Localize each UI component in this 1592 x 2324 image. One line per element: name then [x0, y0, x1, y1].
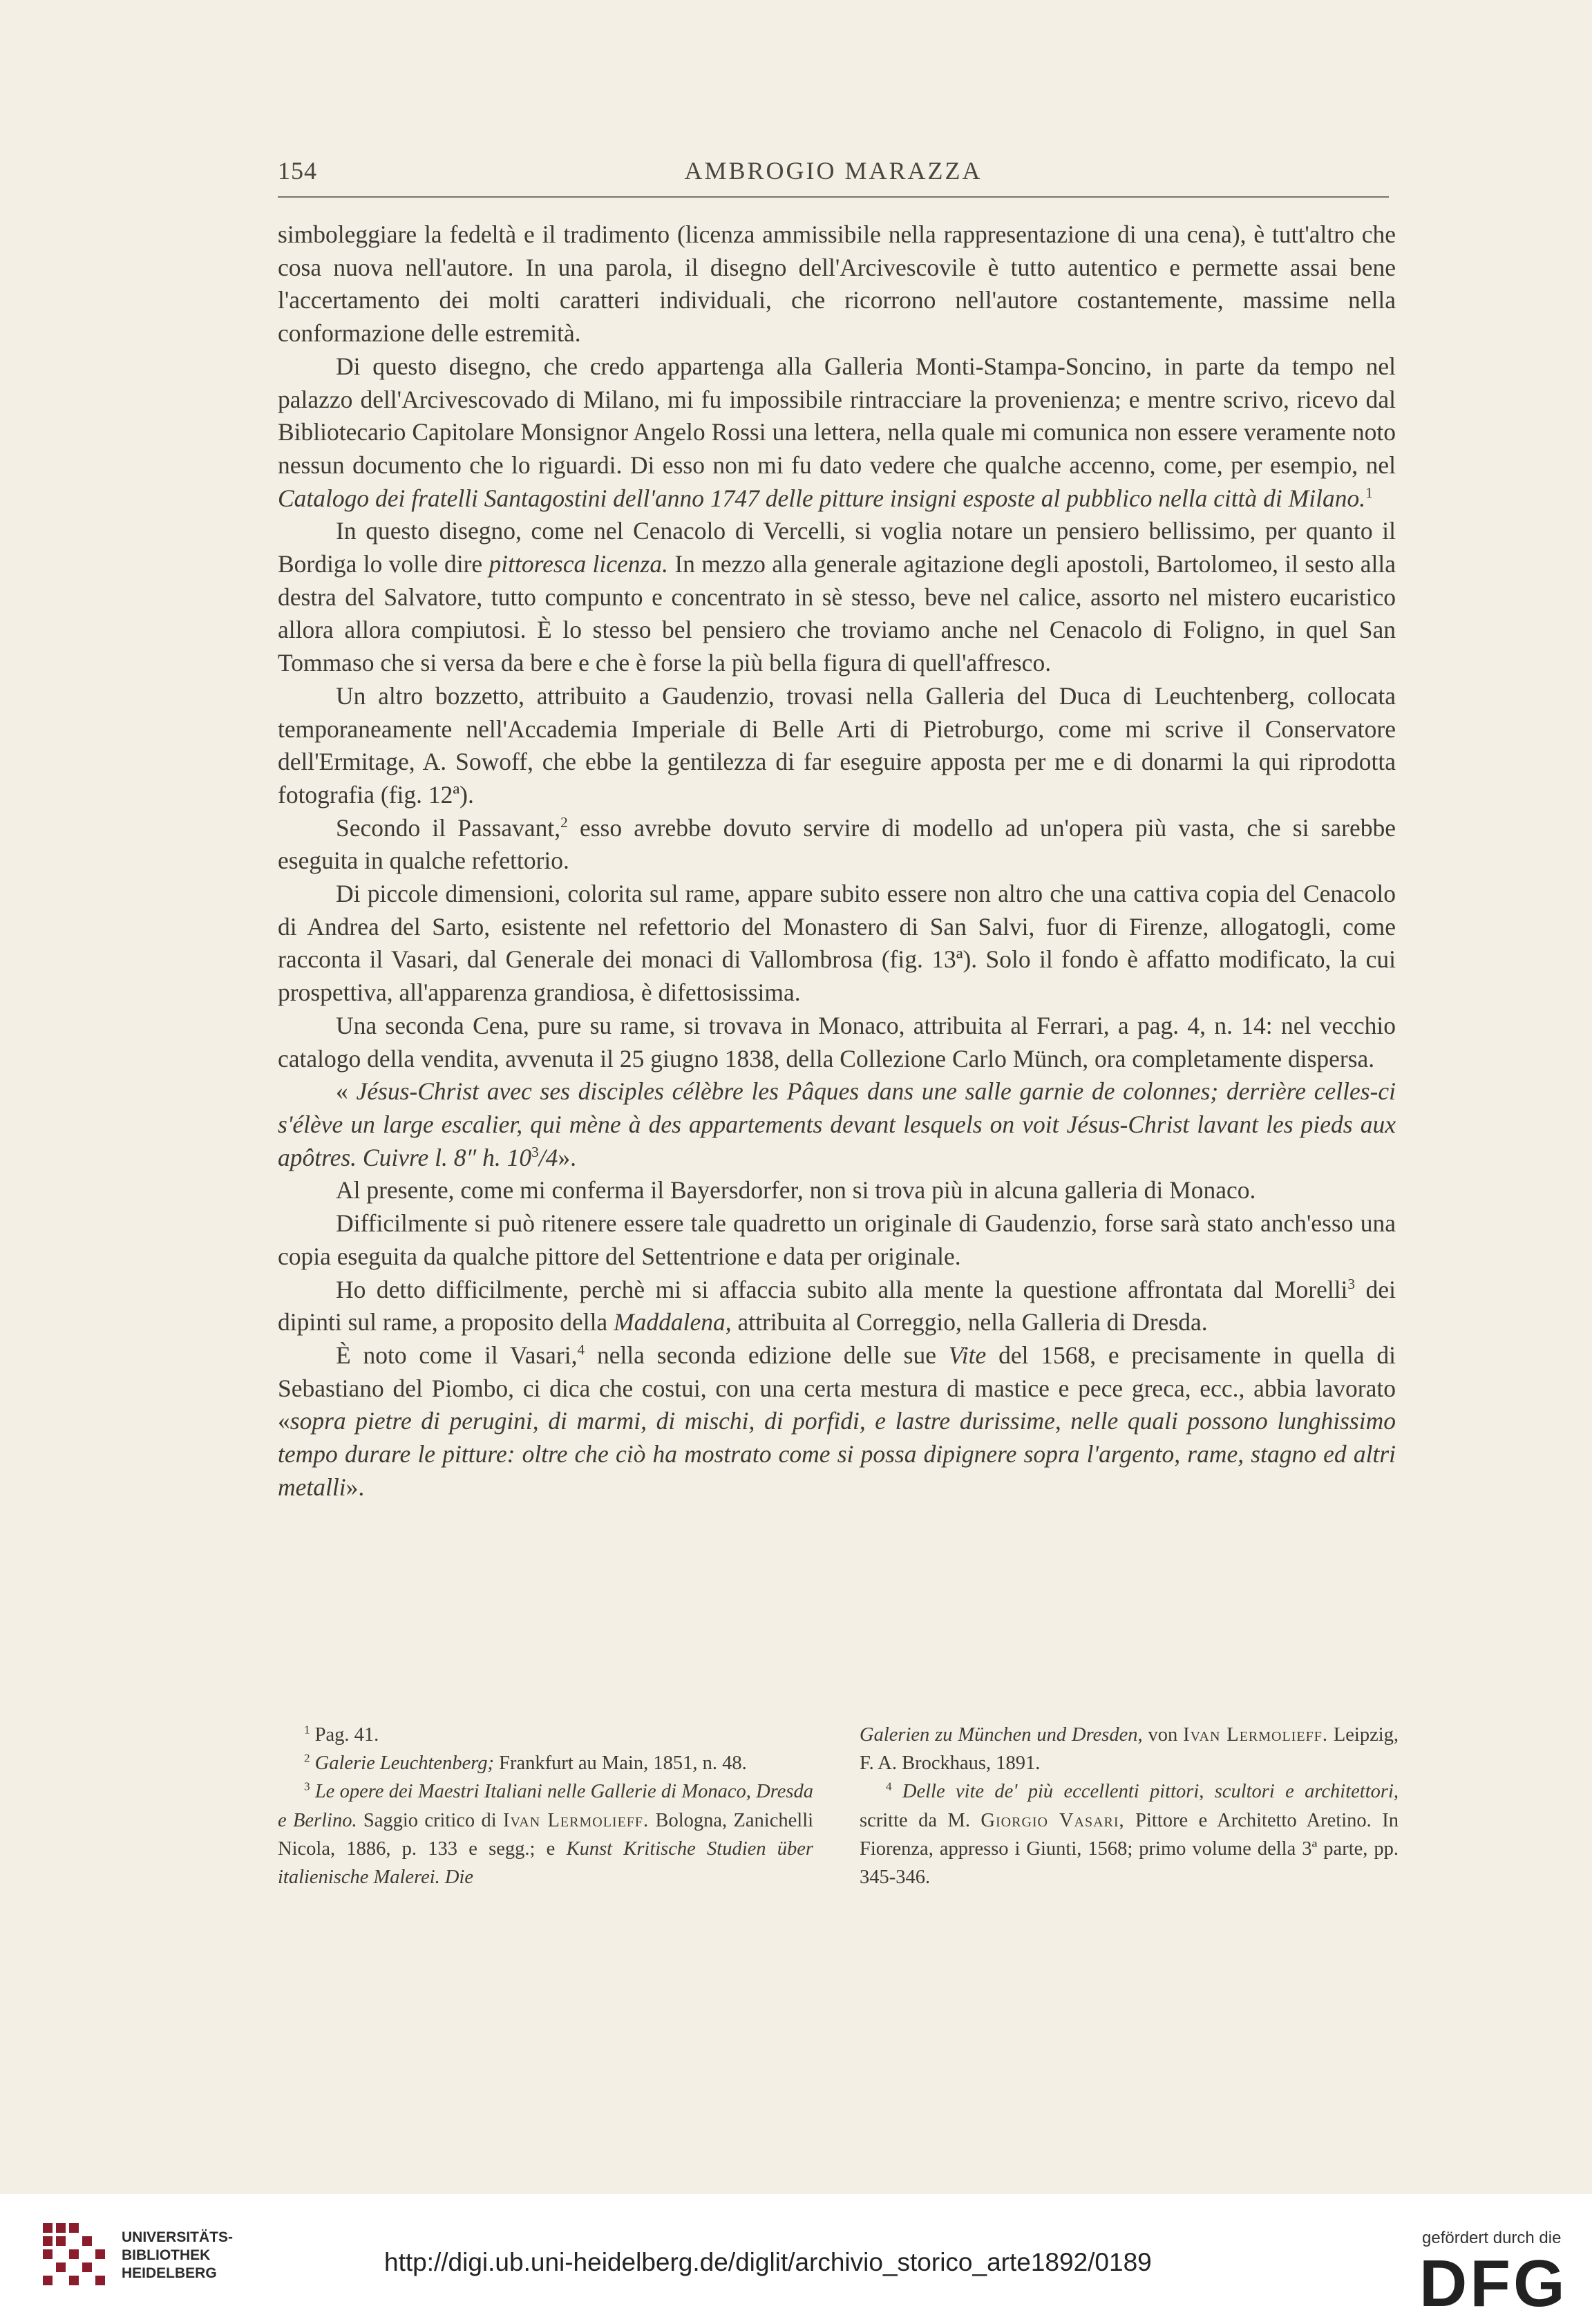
- permalink-url[interactable]: http://digi.ub.uni-heidelberg.de/diglit/archivio_storico_arte1892/0189: [384, 2248, 1152, 2276]
- footnotes-left-column: [278, 1721, 813, 1891]
- paragraph-12: È noto come il Vasari,$^4$ nella seconda edizione delle sue Vite del 1568, e precisamente in quella di Sebastiano del Piombo, ci dica che costui, con una certa mestura di mastice e pece greca, ecc., abbia lavorato «sopra pietre di perugini, di marmi, di mischi, di porfidi, e lastre durissime, nelle quali possono lunghissimo tempo durare le pitture: oltre che ciò ha mostrato come si possa dipignere sopra l'argento, rame, stagno ed altri metalli».: [278, 1341, 1396, 1501]
- footnote-2: $^2$ Galerie Leuchtenberg; Frankfurt au Main, 1851, n. 48.: [304, 1751, 747, 1775]
- paragraph-8-quote: « Jésus-Christ avec ses disciples célèbre les Pâques dans une salle garnie de colonnes; derrière celles-ci s'élève un large escalier, qui mène à des appartements devant lesquels on voit Jésus-Christ lavant les pieds aux apôtres. Cuivre l. 8″ h. $10^3/4$».: [278, 1077, 1396, 1171]
- dfg-logo: DFG: [1419, 2247, 1568, 2321]
- paragraph-9: Al presente, come mi conferma il Bayersdorfer, non si trova più in alcuna galleria di Monaco.: [336, 1176, 1256, 1204]
- body-text: [278, 218, 1396, 1504]
- university-seal-icon: [43, 2223, 105, 2285]
- footnote-ref-3[interactable]: 3: [1347, 1275, 1356, 1292]
- paragraph-1: simboleggiare la fedeltà e il tradimento (licenza ammissibile nella rappresentazione di una cena), è tutt'altro che cosa nuova nell'autore. In una parola, il disegno dell'Arcivescovile è tutto autentico e permette assai bene l'accertamento dei molti caratteri individuali, che ricorrono nell'autore costantemente, massime nella conformazione delle estremità.: [278, 220, 1396, 348]
- running-head: [278, 156, 1389, 191]
- digitization-footer: [0, 2194, 1592, 2324]
- footnote-4: $^4$ Delle vite de' più eccellenti pittori, scultori e architettori, scritte da M. Giorgio Vasari, Pittore e Architetto Aretino. In Fiorenza, appresso i Giunti, 1568; primo volume della 3ª parte, pp. 345-346.: [860, 1779, 1399, 1889]
- paragraph-6: Di piccole dimensioni, colorita sul rame, appare subito essere non altro che una cattiva copia del Cenacolo di Andrea del Sarto, esistente nel refettorio del Monastero di San Salvi, fuor di Firenze, allogatogli, come racconta il Vasari, dal Generale dei monaci di Vallombrosa (fig. 13ª). Solo il fondo è affatto modificato, la cui prospettiva, all'apparenza grandiosa, è difettosissima.: [278, 880, 1396, 1007]
- footnote-3-continued: Galerien zu München und Dresden, von Ivan Lermolieff. Leipzig, F. A. Brockhaus, 1891.: [860, 1724, 1399, 1775]
- paragraph-2: Di questo disegno, che credo appartenga alla Galleria Monti-Stampa-Soncino, in parte da tempo nel palazzo dell'Arcivescovado di Milano, mi fu impossibile rintracciare la provenienza; e mentre scrivo, ricevo dal Bibliotecario Capitolare Monsignor Angelo Rossi una lettera, nella quale mi comunica non essere veramente noto nessun documento che lo riguardi. Di esso non mi fu dato vedere che qualche accenno, come, per esempio, nel Catalogo dei fratelli Santagostini dell'anno 1747 delle pitture insigni esposte al pubblico nella città di Milano.$^1$: [278, 352, 1396, 512]
- funding-caption: gefördert durch die: [1422, 2229, 1562, 2247]
- footnote-ref-4[interactable]: 4: [577, 1341, 585, 1359]
- running-title: AMBROGIO MARAZZA: [684, 157, 983, 185]
- paragraph-11: Ho detto difficilmente, perchè mi si affaccia subito alla mente la questione affrontata dal Morelli$^3$ dei dipinti sul rame, a proposito della Maddalena, attribuita al Correggio, nella Galleria di Dresda.: [278, 1275, 1396, 1336]
- paragraph-7: Una seconda Cena, pure su rame, si trovava in Monaco, attribuita al Ferrari, a pag. 4, n. 14: nel vecchio catalogo della vendita, avvenuta il 25 giugno 1838, della Collezione Carlo Münch, ora completamente dispersa.: [278, 1011, 1396, 1073]
- paragraph-5: Secondo il Passavant,$^2$ esso avrebbe dovuto servire di modello ad un'opera più vasta, che si sarebbe eseguita in qualche refettorio.: [278, 813, 1396, 875]
- header-rule: [278, 196, 1389, 198]
- paragraph-3: In questo disegno, come nel Cenacolo di Vercelli, si voglia notare un pensiero bellissimo, per quanto il Bordiga lo volle dire pittoresca licenza. In mezzo alla generale agitazione degli apostoli, Bartolomeo, il sesto alla destra del Salvatore, tutto compunto e concentrato in sè stesso, beve nel calice, assorto nel mistero eucaristico allora allora compiutosi. È lo stesso bel pensiero che troviamo anche nel Cenacolo di Foligno, in quel San Tommaso che si versa da bere e che è forse la più bella figura di quell'affresco.: [278, 517, 1396, 677]
- footnote-1: $^1$ Pag. 41.: [304, 1723, 379, 1746]
- footnote-ref-1[interactable]: 1: [1365, 484, 1373, 501]
- catalogo-title: Catalogo dei fratelli Santagostini dell'anno 1747 delle pitture insigni esposte al pubblico nella città di Milano.: [278, 484, 1366, 512]
- footnote-3: $^3$ Le opere dei Maestri Italiani nelle Gallerie di Monaco, Dresda e Berlino. Saggio critico di Ivan Lermolieff. Bologna, Zanichelli Nicola, 1886, p. 133 e segg.; e Kunst Kritische Studien über italienische Malerei. Die: [278, 1779, 814, 1889]
- library-name: UNIVERSITÄTS- BIBLIOTHEK HEIDELBERG: [122, 2229, 234, 2281]
- paragraph-4: Un altro bozzetto, attribuito a Gaudenzio, trovasi nella Galleria del Duca di Leuchtenberg, collocata temporaneamente nell'Accademia Imperiale di Belle Arti di Pietroburgo, come mi scrive il Conservatore dell'Ermitage, A. Sowoff, che ebbe la gentilezza di far eseguire apposta per me e di donarmi la qui riprodotta fotografia (fig. 12ª).: [278, 681, 1396, 809]
- footnotes-right-column: [860, 1721, 1399, 1891]
- page-number: 154: [278, 157, 317, 185]
- paragraph-10: Difficilmente si può ritenere essere tale quadretto un originale di Gaudenzio, forse sarà stato anch'esso una copia eseguita da qualche pittore del Settentrione e data per originale.: [278, 1209, 1396, 1270]
- footnote-ref-2[interactable]: 2: [560, 813, 568, 831]
